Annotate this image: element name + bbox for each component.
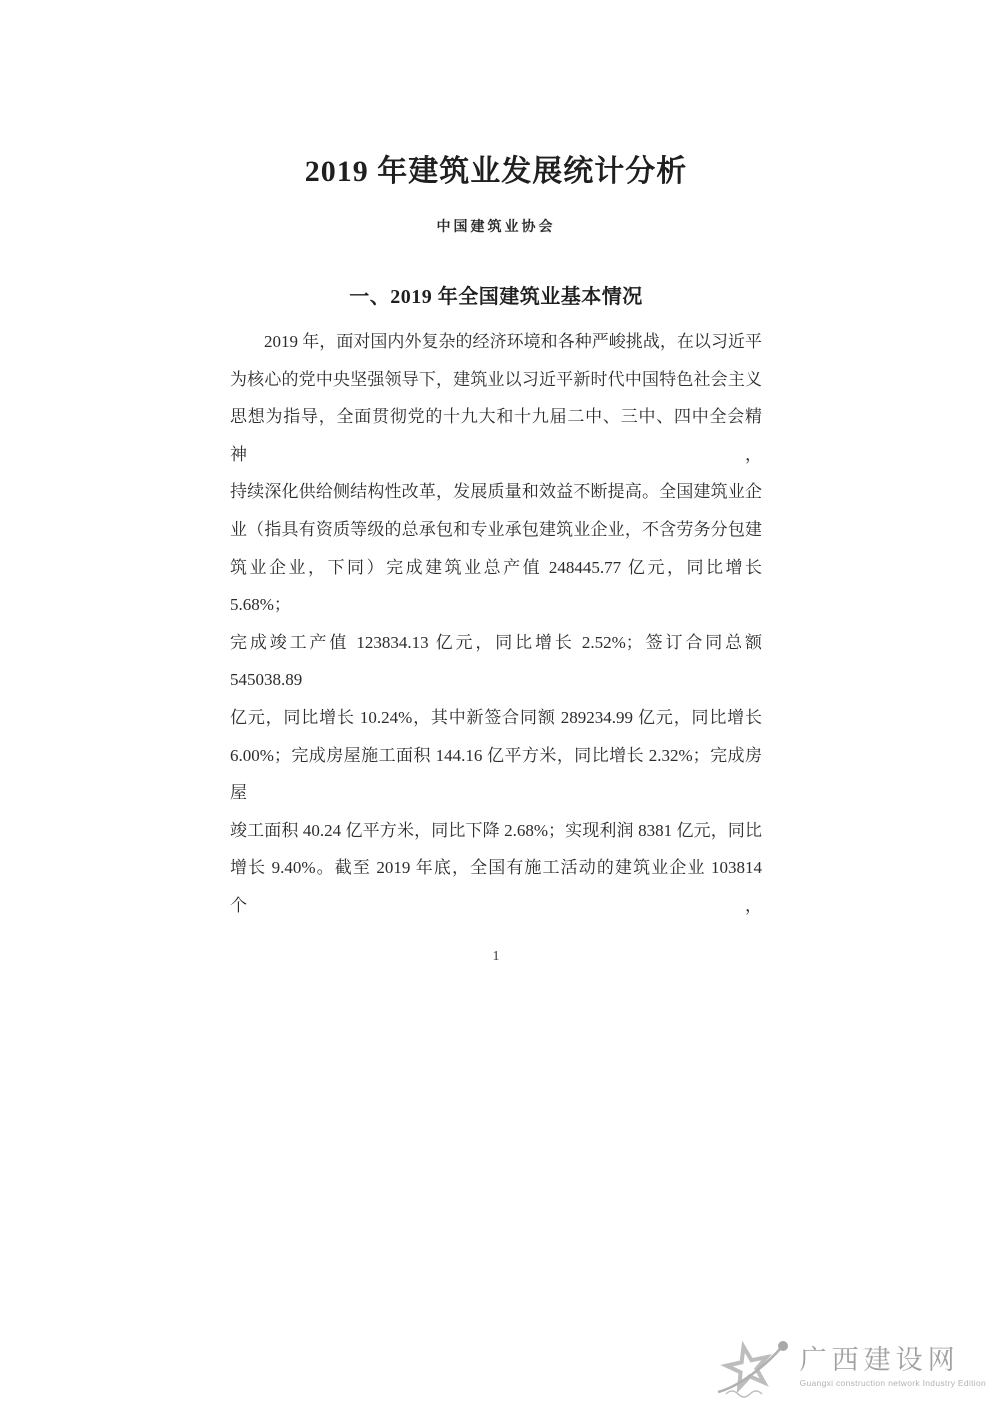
paragraph-line: 为核心的党中央坚强领导下，建筑业以习近平新时代中国特色社会主义 [230, 369, 762, 389]
page-number: 1 [492, 948, 500, 964]
paragraph-line: 增长 9.40%。截至 2019 年底，全国有施工活动的建筑业企业 103814 个， [230, 858, 762, 915]
section-heading: 一、2019 年全国建筑业基本情况 [349, 286, 643, 308]
paragraph-line: 持续深化供给侧结构性改革，发展质量和效益不断提高。全国建筑业企 [230, 482, 762, 502]
star-logo-icon [708, 1335, 794, 1399]
logo-script-decoration [726, 1391, 762, 1397]
paragraph-line: 6.00%；完成房屋施工面积 144.16 亿平方米，同比增长 2.32%；完成房屋 [230, 745, 762, 803]
watermark-logo [708, 1335, 986, 1399]
paragraph-line: 2019 年，面对国内外复杂的经济环境和各种严峻挑战，在以习近平 [264, 332, 762, 351]
paragraph-line: 完成竣工产值 123834.13 亿元，同比增长 2.52%；签订合同总额 545038.89 [230, 632, 762, 690]
paragraph-line: 思想为指导，全面贯彻党的十九大和十九届二中、三中、四中全会精神， [230, 407, 762, 464]
paragraph-line: 亿元，同比增长 10.24%，其中新签合同额 289234.99 亿元，同比增长 [230, 707, 762, 727]
paragraph-line: 筑业企业，下同）完成建筑业总产值 248445.77 亿元，同比增长 5.68%； [230, 557, 762, 615]
watermark-tagline: Guangxi construction network Industry Edition [799, 1377, 986, 1388]
paragraph-line: 竣工面积 40.24 亿平方米，同比下降 2.68%；实现利润 8381 亿元，同比 [230, 820, 762, 840]
document-author: 中国建筑业协会 [436, 220, 556, 235]
watermark-text [800, 1346, 986, 1388]
logo-dot [778, 1341, 788, 1351]
document-title: 2019 年建筑业发展统计分析 [304, 155, 688, 188]
paragraph-line: 业（指具有资质等级的总承包和专业承包建筑业企业，不含劳务分包建 [230, 519, 762, 539]
body-paragraph [230, 323, 762, 925]
watermark-site-name: 广西建设网 [799, 1345, 960, 1376]
